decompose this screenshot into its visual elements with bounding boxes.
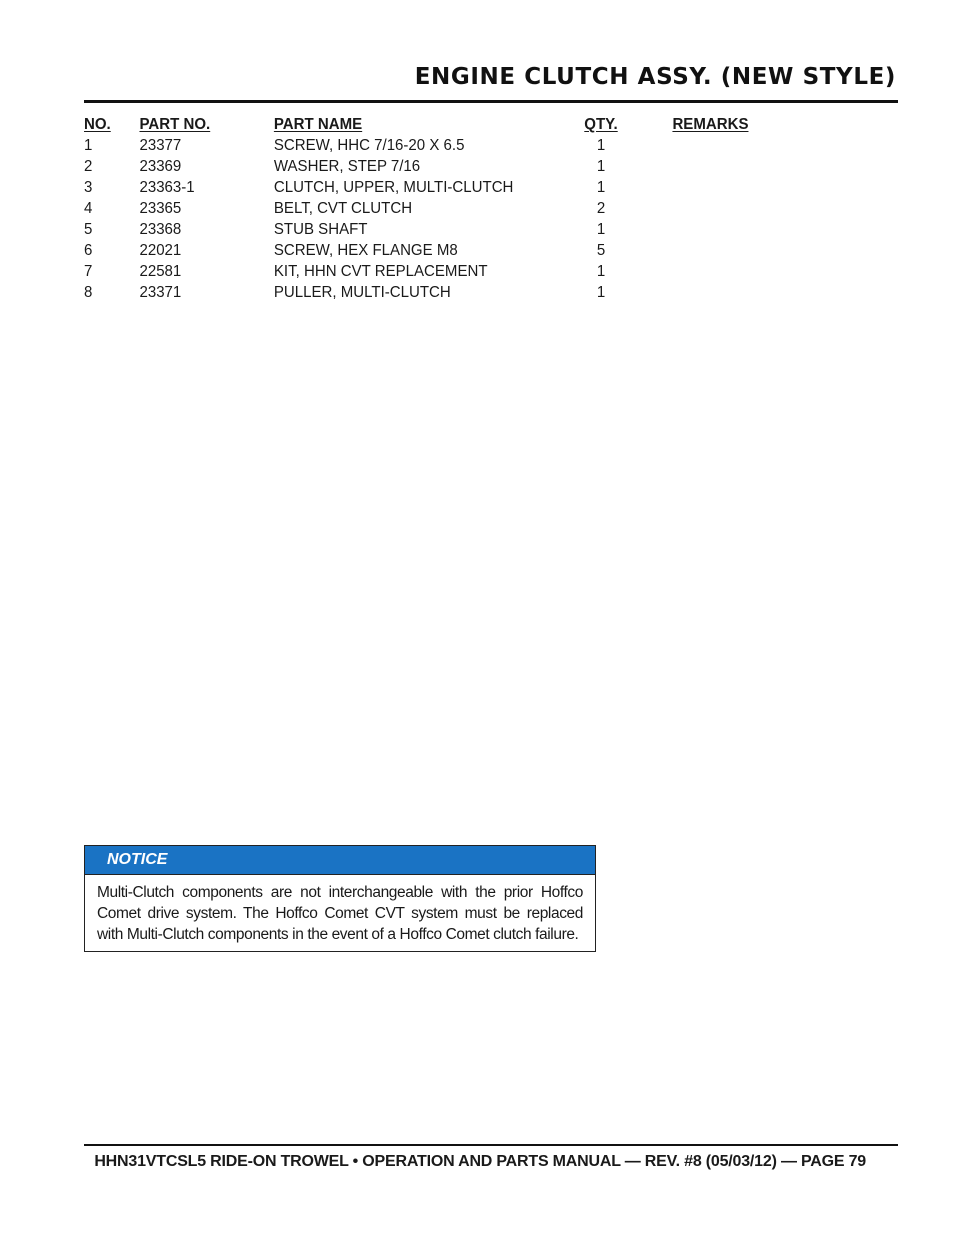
row-no: 1 [84, 137, 93, 154]
table-row [84, 135, 742, 156]
footer-divider [84, 1144, 898, 1146]
header-part-no: PART NO. [139, 116, 211, 133]
row-no: 6 [84, 242, 93, 259]
notice-box [84, 845, 596, 952]
row-qty: 1 [596, 263, 606, 280]
row-part-no: 23363-1 [139, 179, 195, 196]
header-no: NO. [84, 116, 111, 133]
table-row [84, 177, 742, 198]
header-remarks: REMARKS [672, 116, 749, 133]
row-part-name: SCREW, HHC 7/16-20 X 6.5 [273, 137, 465, 154]
row-part-no: 22021 [139, 242, 182, 259]
table-row [84, 261, 742, 282]
row-qty: 1 [596, 221, 606, 238]
table-row [84, 240, 742, 261]
notice-heading: NOTICE [85, 846, 595, 875]
row-no: 4 [84, 200, 93, 217]
row-part-no: 23371 [139, 284, 182, 301]
parts-table [84, 114, 749, 303]
row-qty: 5 [596, 242, 606, 259]
header-part-name: PART NAME [273, 116, 363, 133]
header-qty: QTY. [584, 116, 618, 133]
row-part-name: BELT, CVT CLUTCH [273, 200, 413, 217]
table-row [84, 219, 742, 240]
row-qty: 1 [596, 179, 606, 196]
row-no: 7 [84, 263, 93, 280]
table-body [84, 135, 742, 303]
row-no: 2 [84, 158, 93, 175]
page-title: ENGINE CLUTCH ASSY. (NEW STYLE) [414, 64, 896, 90]
row-part-name: CLUTCH, UPPER, MULTI-CLUTCH [273, 179, 514, 196]
row-qty: 1 [596, 137, 606, 154]
table-row [84, 198, 742, 219]
table-row [84, 282, 742, 303]
row-qty: 1 [596, 158, 606, 175]
row-part-name: STUB SHAFT [273, 221, 368, 238]
row-part-no: 23369 [139, 158, 182, 175]
row-part-name: WASHER, STEP 7/16 [273, 158, 421, 175]
row-part-name: KIT, HHN CVT REPLACEMENT [273, 263, 488, 280]
row-no: 8 [84, 284, 93, 301]
notice-body: Multi-Clutch components are not interchangeable with the prior Hoffco Comet drive system. The Hoffco Comet CVT system must be replaced with Multi-Clutch components in the event of a Hoffco Comet clutch failure. [97, 884, 583, 943]
row-part-no: 23377 [139, 137, 182, 154]
table-header-row [84, 114, 749, 135]
row-qty: 1 [596, 284, 606, 301]
row-no: 3 [84, 179, 93, 196]
row-part-name: SCREW, HEX FLANGE M8 [273, 242, 458, 259]
row-part-no: 23365 [139, 200, 182, 217]
row-part-name: PULLER, MULTI-CLUTCH [273, 284, 451, 301]
page-footer: HHN31VTCSL5 RIDE-ON TROWEL • OPERATION AND PARTS MANUAL — REV. #8 (05/03/12) — PAGE 79 [94, 1153, 866, 1170]
title-divider [84, 100, 898, 103]
table-row [84, 156, 742, 177]
row-no: 5 [84, 221, 93, 238]
row-qty: 2 [596, 200, 606, 217]
row-part-no: 22581 [139, 263, 182, 280]
row-part-no: 23368 [139, 221, 182, 238]
